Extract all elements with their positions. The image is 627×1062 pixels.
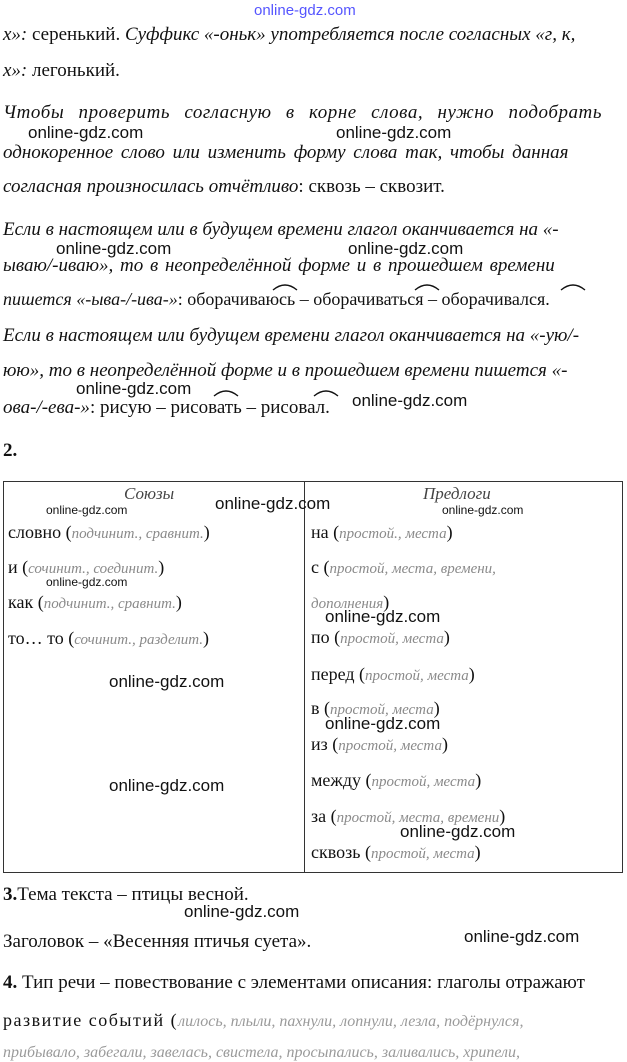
- paragraph-4-line-3: ова-/-ева-»: рисую – рисовать – рисовал.: [3, 397, 330, 418]
- conjunction-row: как (подчинит., сравнит.): [8, 592, 182, 612]
- watermark: online-gdz.com: [464, 927, 580, 946]
- watermark: online-gdz.com: [325, 714, 441, 733]
- conjunction-row: словно (подчинит., сравнит.): [8, 522, 210, 542]
- preposition-row: из (простой, места): [311, 734, 448, 754]
- conjunction-row: то… то (сочинит., разделит.): [8, 628, 210, 648]
- watermark: online-gdz.com: [336, 123, 452, 142]
- preposition-row: сквозь (простой, места): [311, 842, 481, 862]
- rule-line-1: х»: серенький. Суффикс «-оньк» употребляется после согласных «г, к,: [3, 24, 576, 45]
- paragraph-2-line-2: однокоренное слово или изменить форму слова так, чтобы данная: [3, 142, 569, 163]
- watermark: online-gdz.com: [109, 672, 225, 691]
- task-3-theme: 3.Тема текста – птицы весной.: [3, 884, 249, 905]
- conjunctions-column: [4, 482, 305, 873]
- watermark: online-gdz.com: [184, 902, 300, 921]
- watermark: online-gdz.com: [352, 391, 468, 410]
- preposition-row: между (простой, места): [311, 770, 482, 790]
- paragraph-3-line-3: пишется «-ыва-/-ива-»: оборачиваюсь – оборачиваться – оборачивался.: [3, 289, 550, 309]
- suffix-arc-icon: [213, 387, 239, 397]
- conjunctions-header: Союзы: [124, 484, 175, 503]
- suffix-arc-icon: [313, 387, 339, 397]
- paragraph-2-line-3: согласная произносилась отчётливо: сквозь – сквозит.: [3, 176, 445, 197]
- paragraph-4-line-1: Если в настоящем или будущем времени глагол оканчивается на «-ую/-: [3, 325, 580, 346]
- parts-of-speech-table: [3, 481, 623, 873]
- preposition-row: в (простой, места): [311, 698, 440, 718]
- watermark: online-gdz.com: [56, 239, 172, 258]
- task-4-line-3: прибывало, забегали, завелась, свистела, просыпались, заливались, хрипели,: [3, 1044, 521, 1061]
- watermark: online-gdz.com: [442, 503, 524, 517]
- watermark: online-gdz.com: [400, 822, 516, 841]
- conjunction-row: и (сочинит., соединит.): [8, 557, 165, 577]
- watermark: online-gdz.com: [325, 607, 441, 626]
- paragraph-4-line-2: юю», то в неопределённой форме и в прошедшем времени пишется «-: [3, 360, 568, 381]
- watermark: online-gdz.com: [109, 776, 225, 795]
- paragraph-2-line-1: Чтобы проверить согласную в корне слова, нужно подобрать: [3, 102, 603, 123]
- watermark-top: online-gdz.com: [254, 2, 356, 19]
- task-4-line-2: развитие событий (лилось, плыли, пахнули, лопнули, лезла, подёрнулся,: [3, 1010, 524, 1030]
- watermark: online-gdz.com: [215, 494, 331, 513]
- prepositions-column: [305, 482, 623, 873]
- watermark: online-gdz.com: [46, 575, 128, 589]
- watermark: online-gdz.com: [46, 503, 128, 517]
- preposition-row: с (простой, места, времени,: [311, 557, 496, 577]
- watermark: online-gdz.com: [348, 239, 464, 258]
- prepositions-header: Предлоги: [423, 484, 491, 503]
- preposition-row: перед (простой, места): [311, 664, 475, 684]
- watermark: online-gdz.com: [28, 123, 144, 142]
- preposition-row: дополнения): [311, 592, 390, 612]
- rule-line-2: х»: легонький.: [3, 60, 120, 81]
- paragraph-3-line-2: ываю/-иваю», то в неопределённой форме и в прошедшем времени: [3, 255, 555, 276]
- task-4-line-1: 4. Тип речи – повествование с элементами описания: глаголы отражают: [3, 972, 585, 993]
- task-3-title: Заголовок – «Весенняя птичья суета».: [3, 931, 312, 952]
- paragraph-3-line-1: Если в настоящем или в будущем времени глагол оканчивается на «-: [3, 219, 559, 240]
- preposition-row: за (простой, места, времени): [311, 806, 506, 826]
- suffix-arc-icon: [560, 281, 586, 291]
- preposition-row: на (простой., места): [311, 522, 453, 542]
- task-2-number: 2.: [3, 440, 18, 461]
- preposition-row: по (простой, места): [311, 627, 450, 647]
- watermark: online-gdz.com: [76, 379, 192, 398]
